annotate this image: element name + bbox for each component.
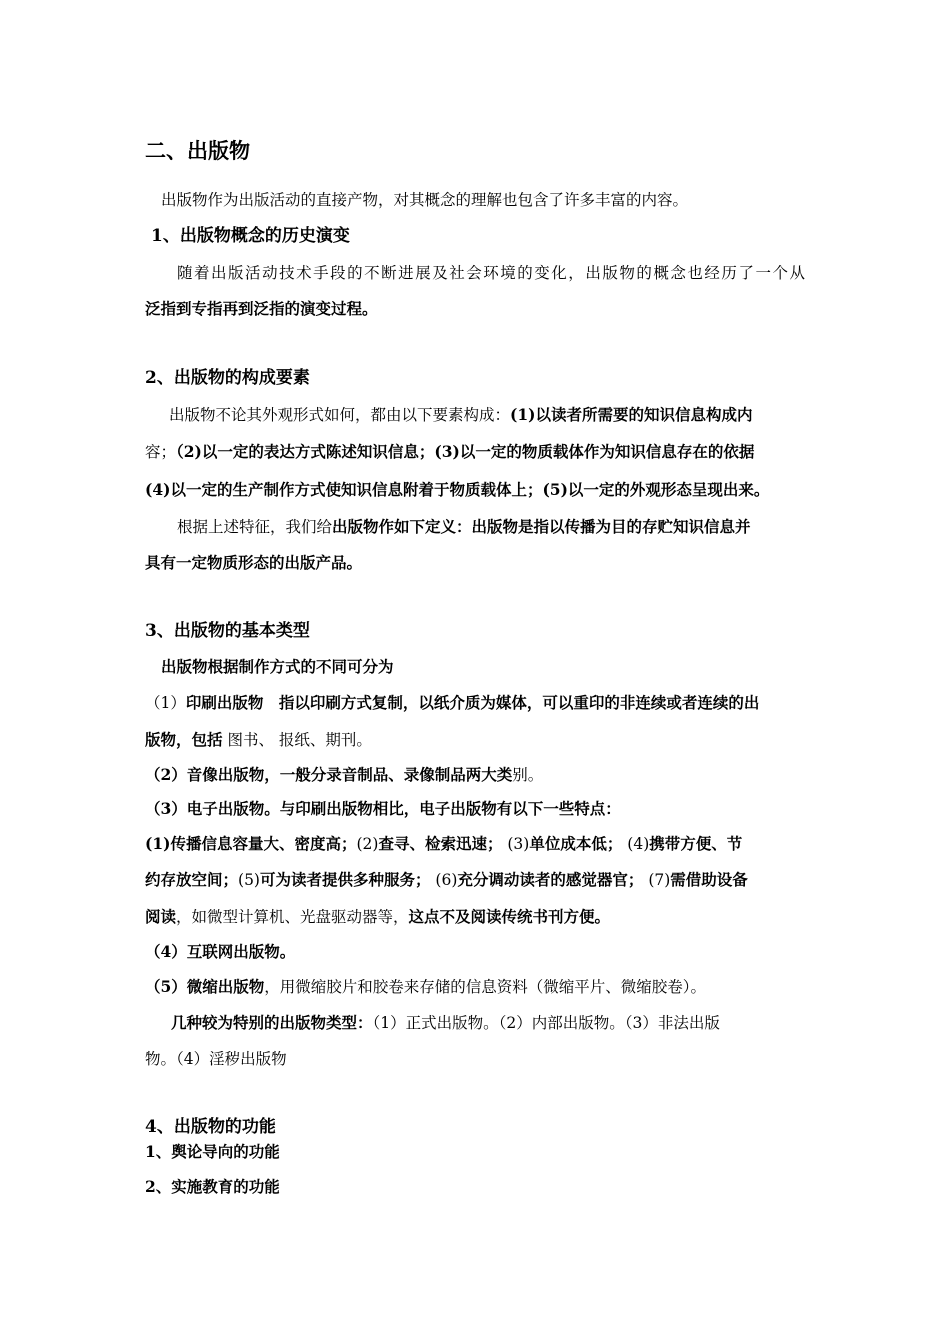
s2-l4-plain: 根据上述特征，我们给 <box>177 518 333 536</box>
section-4-heading: 4、出版物的功能 <box>145 1117 276 1137</box>
section-3-lead: 出版物根据制作方式的不同可分为 <box>161 657 394 676</box>
f3-a: 阅读 <box>145 907 177 926</box>
section-3-heading: 3、出版物的基本类型 <box>145 621 310 641</box>
s2-l2-bold: （2)以一定的表达方式陈述知识信息；(3)以一定的物质载体作为知识信息存在的依据 <box>176 442 755 461</box>
type-2-plain: 别。 <box>512 766 544 784</box>
type-1b-plain: 图书、 报纸、期刊。 <box>222 731 372 749</box>
f2-f: (7) <box>643 871 671 889</box>
f2-e: 充分调动读者的感觉器官； <box>457 870 644 889</box>
section-2-line-3: (4)以一定的生产制作方式使知识信息附着于物质载体上；(5)以一定的外观形态呈现出来。 <box>145 480 770 499</box>
features-line-1 <box>145 834 742 854</box>
intro-paragraph: 出版物作为出版活动的直接产物，对其概念的理解也包含了许多丰富的内容。 <box>161 191 689 209</box>
function-1: 1、舆论导向的功能 <box>145 1142 280 1161</box>
type-5-line <box>145 977 706 997</box>
type-1-line-1 <box>145 693 759 713</box>
type-3-line: （3）电子出版物。与印刷出版物相比，电子出版物有以下一些特点： <box>145 799 621 818</box>
f2-d: (6) <box>430 871 458 889</box>
section-2-line-4 <box>145 517 751 537</box>
type-1-number: （1） <box>145 694 186 712</box>
type-2-bold: （2）音像出版物，一般分录音制品、录像制品两大类 <box>145 765 513 784</box>
f3-b: ，如微型计算机、光盘驱动器等， <box>176 908 409 926</box>
f2-a: 约存放空间； <box>145 870 239 889</box>
f1-b: (2) <box>356 835 379 853</box>
f1-c: 查寻、检索迅速； <box>378 834 503 853</box>
section-1-line-1: 随着出版活动技术手段的不断进展及社会环境的变化，出版物的概念也经历了一个从 <box>177 264 805 282</box>
special-types-line-2: 物。（4）淫秽出版物 <box>145 1050 287 1068</box>
s2-l1-plain: 出版物不论其外观形式如何，都由以下要素构成： <box>169 406 511 424</box>
section-2-heading: 2、出版物的构成要素 <box>145 368 310 388</box>
section-2-line-1 <box>145 405 752 425</box>
s2-l2-plain: 容； <box>145 443 177 461</box>
special-plain: （1）正式出版物。（2）内部出版物。（3）非法出版 <box>372 1014 720 1032</box>
features-line-2 <box>145 870 748 890</box>
s2-l1-bold: (1)以读者所需要的知识信息构成内 <box>510 405 753 424</box>
f2-g: 需借助设备 <box>670 870 748 889</box>
special-bold: 几种较为特别的出版物类型： <box>171 1013 373 1032</box>
type-4-line: （4）互联网出版物。 <box>145 942 296 961</box>
f1-a: (1)传播信息容量大、密度高； <box>145 834 357 853</box>
type-1-line-2 <box>145 730 372 750</box>
s2-l4-bold: 出版物作如下定义：出版物是指以传播为目的存贮知识信息并 <box>332 517 751 536</box>
f1-d: (3) <box>502 835 530 853</box>
f1-f: (4) <box>622 835 650 853</box>
section-1-heading: 1、出版物概念的历史演变 <box>151 226 350 246</box>
type-1b-bold: 版物，包括 <box>145 730 223 749</box>
function-2: 2、实施教育的功能 <box>145 1177 280 1196</box>
f1-g: 携带方便、节 <box>649 834 743 853</box>
type-2-line <box>145 765 543 785</box>
page-title: 二、出版物 <box>145 138 250 163</box>
special-types-line-1 <box>145 1013 720 1033</box>
type-5-bold: （5）微缩出版物 <box>145 977 265 996</box>
features-line-3 <box>145 907 610 927</box>
type-1-bold: 印刷出版物 指以印刷方式复制，以纸介质为媒体，可以重印的非连续或者连续的出 <box>185 693 760 712</box>
f2-b: (5) <box>238 871 260 889</box>
section-1-line-2: 泛指到专指再到泛指的演变过程。 <box>145 299 378 318</box>
type-5-plain: ，用微缩胶片和胶卷来存储的信息资料（微缩平片、微缩胶卷）。 <box>264 978 707 996</box>
f2-c: 可为读者提供多种服务； <box>259 870 431 889</box>
section-2-line-2 <box>145 442 754 462</box>
f1-e: 单位成本低； <box>529 834 623 853</box>
section-2-line-5: 具有一定物质形态的出版产品。 <box>145 553 363 572</box>
f3-c: 这点不及阅读传统书刊方便。 <box>408 907 611 926</box>
